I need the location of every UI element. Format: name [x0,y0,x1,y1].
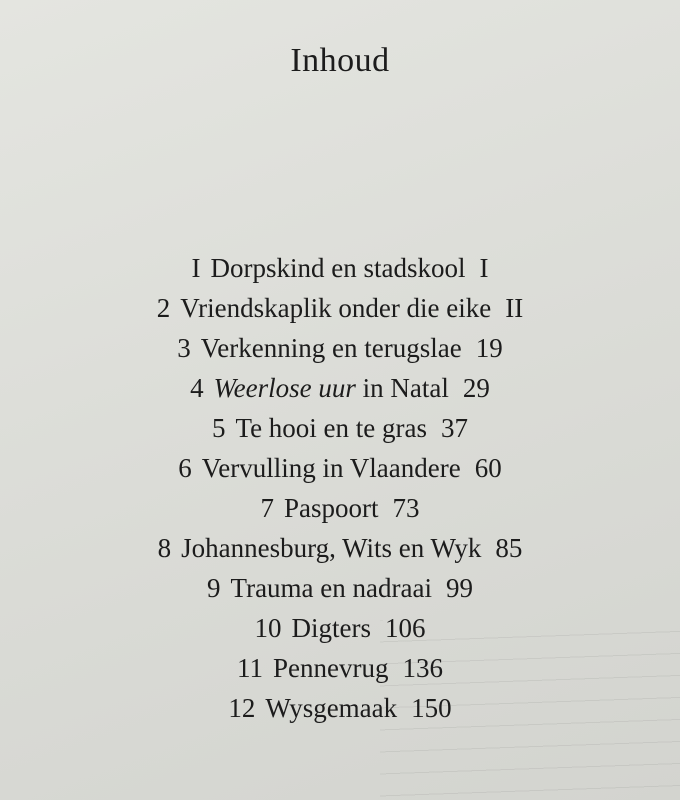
chapter-number: 8 [157,533,172,563]
toc-entry-8 [0,528,680,568]
chapter-title-italic: Weerlose uur [213,373,356,403]
chapter-title: Wysgemaak [265,693,398,723]
chapter-number: 3 [177,333,191,363]
chapter-number: 12 [228,693,256,723]
page-number: 85 [495,533,523,563]
chapter-number: 2 [156,293,171,323]
chapter-number: 7 [260,493,274,523]
page-number: 136 [402,653,443,683]
chapter-title-rest: in Natal [355,373,449,403]
chapter-number: 9 [207,573,221,603]
table-of-contents [0,248,680,728]
chapter-number: 4 [190,373,204,403]
chapter-title: Digters [291,613,371,643]
page-number: I [479,253,489,283]
toc-entry-2 [0,288,680,328]
toc-entry-3 [0,328,680,368]
chapter-title: Verkenning en terugslae [200,333,462,363]
chapter-title: Te hooi en te gras [235,413,428,443]
chapter-number: 11 [237,653,263,683]
page-number: 19 [475,333,503,363]
chapter-title: Vervulling in Vlaandere [201,453,461,483]
toc-entry-7 [0,488,680,528]
page-number: 106 [384,613,426,643]
page-number: II [505,293,524,323]
toc-entry-1 [0,248,680,288]
chapter-title: Paspoort [284,493,379,523]
toc-entry-6 [0,448,680,488]
page-title: Inhoud [290,42,390,79]
page-number: 37 [441,413,469,443]
toc-entry-9 [0,568,680,608]
chapter-number: 10 [254,613,282,643]
toc-entry-12 [0,688,680,728]
toc-entry-4 [0,368,680,408]
page-number: 73 [392,493,420,523]
toc-entry-11 [0,648,680,688]
page-number: 29 [462,373,490,403]
chapter-title: Vriendskaplik onder die eike [180,293,492,323]
page-number: 60 [474,453,502,483]
chapter-number: 6 [178,453,192,483]
chapter-number: 5 [211,413,226,443]
page-number: 150 [411,693,452,723]
chapter-title: Johannesburg, Wits en Wyk [181,533,482,563]
chapter-title: Dorpskind en stadskool [210,253,466,283]
chapter-title: Pennevrug [273,653,389,683]
page-number: 99 [445,573,473,603]
chapter-number: I [191,253,201,283]
toc-entry-10 [0,608,680,648]
chapter-title: Trauma en nadraai [230,573,432,603]
toc-entry-5 [0,408,680,448]
